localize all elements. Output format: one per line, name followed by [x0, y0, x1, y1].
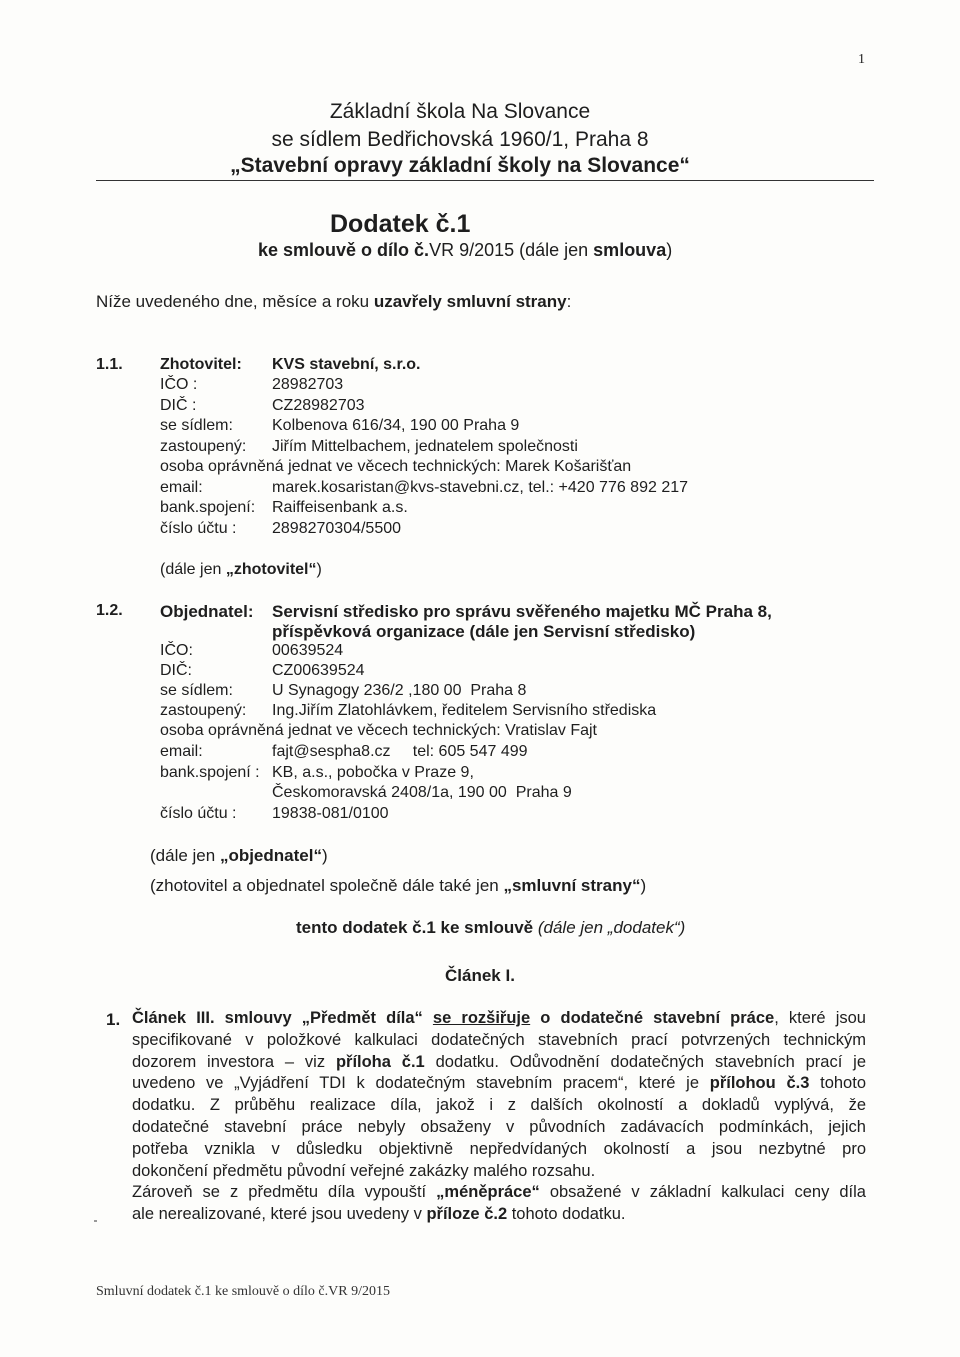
page-number: 1 — [858, 52, 865, 67]
zhotovitel-ico: 28982703 — [272, 376, 344, 393]
text-bold: příloha č.1 — [335, 1052, 425, 1071]
scan-speck — [94, 1220, 97, 1222]
zhotovitel-zastoupeny-label: zastoupený: — [160, 438, 247, 455]
dale-plain: (dále jen — [160, 561, 226, 578]
dale-end: ) — [321, 846, 328, 865]
subtitle-end: ) — [666, 240, 673, 260]
zhotovitel-zastoupeny: Jiřím Mittelbachem, jednatelem společnosti — [272, 438, 578, 455]
text-plain: , které jsou — [774, 1009, 866, 1027]
article-number: 1. — [106, 1010, 121, 1029]
text-underlined: se rozšiřuje — [432, 1009, 531, 1027]
subtitle-bold: ke smlouvě o dílo č. — [258, 240, 430, 260]
article-line: dodatečné stavební práce nebyly obsaženy v původních zadávacích podmínkách, jejich — [132, 1117, 866, 1136]
zhotovitel-name: KVS stavební, s.r.o. — [272, 356, 421, 373]
text-plain: Zároveň se z předmětu díla vypouští — [132, 1183, 437, 1202]
subtitle-smlouva: smlouva — [593, 240, 667, 260]
objednatel-bank-line2: Českomoravská 2408/1a, 190 00 Praha 9 — [272, 784, 572, 801]
objednatel-dic: CZ00639524 — [272, 662, 365, 679]
header-divider — [96, 180, 874, 181]
school-name: Základní škola Na Slovance — [329, 100, 591, 123]
article-line — [132, 1182, 866, 1204]
smluvni-strany-line — [150, 876, 646, 896]
tento-bold: tento dodatek č.1 ke smlouvě — [296, 918, 534, 937]
objednatel-ucet-label: číslo účtu : — [160, 805, 237, 822]
objednatel-name-line2: příspěvková organizace (dále jen Servisní středisko) — [272, 622, 696, 641]
objednatel-sidlo-label: se sídlem: — [160, 682, 233, 699]
text-plain: tohoto — [809, 1074, 866, 1093]
article-line: dodatku. Z průběhu realizace díla, jakož i z dalších okolností a dokladů vyplývá, že — [132, 1096, 866, 1115]
objednatel-zastoupeny: Ing.Jiřím Zlatohlávkem, ředitelem Servisního střediska — [272, 702, 657, 719]
zhotovitel-osoba: osoba oprávněná jednat ve věcech technických: Marek Košarišťan — [160, 458, 632, 475]
zhotovitel-sidlo: Kolbenova 616/34, 190 00 Praha 9 — [272, 417, 520, 434]
objednatel-zastoupeny-label: zastoupený: — [160, 702, 247, 719]
dale-bold: „zhotovitel“ — [225, 561, 317, 578]
school-address: se sídlem Bedřichovská 1960/1, Praha 8 — [271, 128, 649, 151]
text-bold: příloze č.2 — [426, 1205, 508, 1224]
text-bold: „méněpráce“ — [436, 1183, 540, 1202]
title-text: Dodatek č. — [330, 210, 457, 238]
text-plain: dodatku. Odůvodnění dodatečných stavebních prací je — [424, 1052, 867, 1071]
article-line — [132, 1073, 866, 1095]
zhotovitel-dale-jen — [160, 561, 322, 579]
intro-end: : — [566, 292, 572, 311]
project-title: „Stavební opravy základní školy na Slovance“ — [230, 154, 690, 177]
intro-line — [96, 292, 571, 312]
text-plain: uvedeno ve „Vyjádření TDI k dodatečným stavebním pracem“, které je — [132, 1074, 710, 1093]
zhotovitel-ucet-label: číslo účtu : — [160, 520, 237, 537]
zhotovitel-sidlo-label: se sídlem: — [160, 417, 233, 434]
zhotovitel-email: marek.kosaristan@kvs-stavebni.cz, tel.: +420 776 892 217 — [272, 479, 689, 496]
objednatel-dic-label: DIČ: — [160, 662, 192, 679]
text-bold: přílohou č.3 — [709, 1074, 810, 1093]
objednatel-name-line1: Servisní středisko pro správu svěřeného majetku MČ Praha 8, — [272, 602, 772, 621]
objednatel-sidlo: U Synagogy 236/2 ,180 00 Praha 8 — [272, 682, 527, 699]
article-line — [132, 1008, 866, 1030]
objednatel-heading: Objednatel: — [160, 602, 254, 621]
article-line — [132, 1052, 866, 1074]
dale-plain: (dále jen — [150, 846, 220, 865]
objednatel-email-label: email: — [160, 743, 203, 760]
article-line: potřeba vznikla v důsledku objektivně nepředvídaných okolností a jsou nezbytné pro — [132, 1139, 866, 1158]
tento-italic: (dále jen „dodatek“) — [533, 918, 686, 937]
tento-dodatek-line — [296, 918, 685, 938]
text-plain: obsažené v základní kalkulaci ceny díla — [539, 1183, 866, 1202]
document-title — [330, 210, 470, 239]
text-plain: dozorem investora – viz — [132, 1052, 336, 1071]
section-number-1-2: 1.2. — [96, 602, 123, 619]
zhotovitel-dic-label: DIČ : — [160, 397, 197, 414]
objednatel-bank-line1: KB, a.s., pobočka v Praze 9, — [272, 764, 474, 781]
text-plain: ale nerealizované, které jsou uvedeny v — [132, 1205, 427, 1224]
subtitle-plain: VR 9/2015 (dále jen — [429, 240, 594, 260]
intro-bold: uzavřely smluvní strany — [373, 292, 567, 311]
zhotovitel-ico-label: IČO : — [160, 376, 198, 393]
dale-bold: „objednatel“ — [219, 846, 322, 865]
section-number-1-1: 1.1. — [96, 356, 123, 373]
title-number: 1 — [456, 210, 471, 238]
text-bold: o dodatečné stavební práce — [530, 1009, 775, 1027]
zhotovitel-email-label: email: — [160, 479, 203, 496]
text-bold: Článek III. smlouvy „Předmět díla“ — [132, 1009, 433, 1027]
article-line — [132, 1204, 866, 1226]
zhotovitel-bank: Raiffeisenbank a.s. — [272, 499, 408, 516]
objednatel-ucet: 19838-081/0100 — [272, 805, 389, 822]
objednatel-ico-label: IČO: — [160, 642, 193, 659]
zhotovitel-heading: Zhotovitel: — [160, 356, 242, 373]
text-plain: tohoto dodatku. — [507, 1205, 626, 1224]
objednatel-dale-jen — [150, 846, 328, 866]
spolecne-end: ) — [640, 876, 647, 895]
article-paragraph — [132, 1008, 866, 1226]
zhotovitel-bank-label: bank.spojení: — [160, 499, 256, 516]
objednatel-osoba: osoba oprávněná jednat ve věcech technických: Vratislav Fajt — [160, 722, 597, 739]
document-subtitle — [258, 240, 672, 261]
zhotovitel-dic: CZ28982703 — [272, 397, 365, 414]
objednatel-email: fajt@sespha8.cz tel: 605 547 499 — [272, 743, 528, 760]
zhotovitel-ucet: 2898270304/5500 — [272, 520, 402, 537]
intro-plain: Níže uvedeného dne, měsíce a roku — [96, 292, 374, 311]
objednatel-bank-label: bank.spojení : — [160, 764, 260, 781]
page-footer: Smluvní dodatek č.1 ke smlouvě o dílo č.VR 9/2015 — [96, 1284, 390, 1299]
article-line: specifikované v položkové kalkulaci dodatečných stavebních prací potvrzených technickým — [132, 1030, 866, 1049]
article-line: dokončení předmětu původní veřejné zakázky malého rozsahu. — [132, 1161, 596, 1180]
dale-end: ) — [316, 561, 322, 578]
clanek-heading: Článek I. — [445, 966, 515, 985]
spolecne-plain: (zhotovitel a objednatel společně dále také jen — [150, 876, 504, 895]
spolecne-bold: „smluvní strany“ — [503, 876, 641, 895]
objednatel-ico: 00639524 — [272, 642, 344, 659]
